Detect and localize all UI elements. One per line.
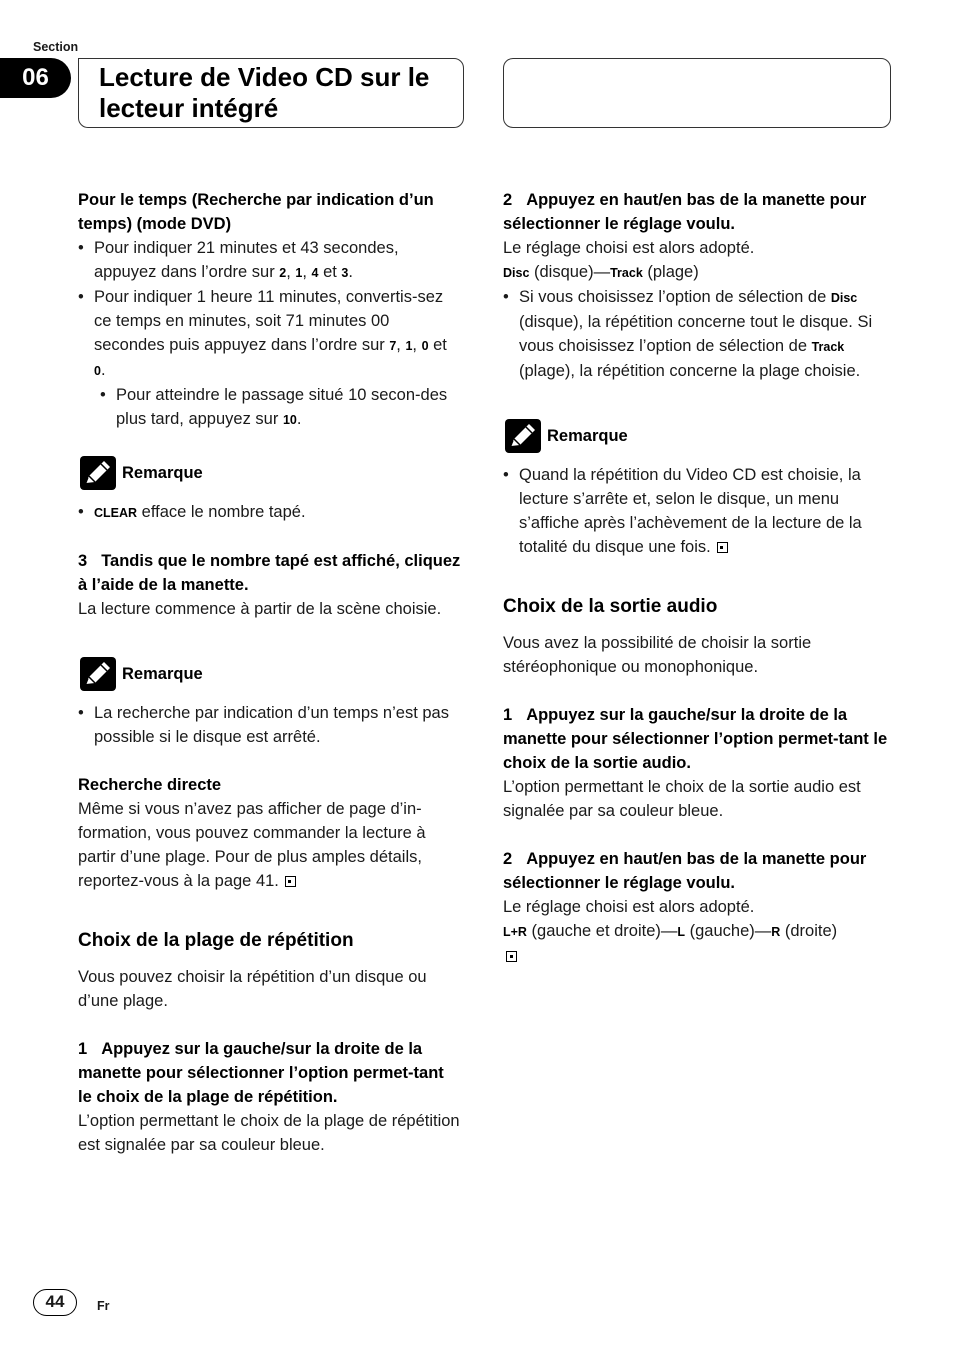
time-search-heading: Pour le temps (Recherche par indication d’un temps) (mode DVD) bbox=[78, 191, 434, 233]
step-title: 1 Appuyez sur la gauche/sur la droite de la manette pour sélectionner l’option permet-tant le choix de la plage de répétition. bbox=[78, 1040, 444, 1106]
step-text: Le réglage choisi est alors adopté. bbox=[503, 239, 755, 257]
list-item: • CLEAR efface le nombre tapé. bbox=[78, 500, 462, 525]
direct-search-heading: Recherche directe bbox=[78, 776, 222, 794]
note-label: Remarque bbox=[122, 665, 203, 683]
list-item: • Quand la répétition du Video CD est choisie, la lecture s’arrête et, selon le disque, un menu s’affiche après l’achèvement de la lecture de la totalité du disque une fois. bbox=[503, 463, 891, 559]
note-header bbox=[78, 657, 462, 691]
list-item: • Pour indiquer 1 heure 11 minutes, convertis-sez ce temps en minutes, soit 71 minutes 00 secondes puis appuyez dans l’ordre sur 7, 1, 0 et 0. bbox=[78, 285, 462, 383]
section-heading: Choix de la plage de répétition bbox=[78, 930, 354, 951]
option-sequence: Disc (disque)—Track (plage) bbox=[503, 263, 699, 281]
paragraph: Vous pouvez choisir la répétition d’un disque ou d’une plage. bbox=[78, 968, 427, 1010]
note-pencil-icon bbox=[80, 657, 116, 691]
step-text: L’option permettant le choix de la plage de répétition est signalée par sa couleur bleue. bbox=[78, 1112, 460, 1154]
list-item: • Pour indiquer 21 minutes et 43 secondes, appuyez dans l’ordre sur 2, 1, 4 et 3. bbox=[78, 236, 462, 285]
left-column bbox=[78, 188, 462, 1157]
step-title: 2 Appuyez en haut/en bas de la manette pour sélectionner le réglage voulu. bbox=[503, 191, 867, 233]
page-title: Lecture de Video CD sur le lecteur intégré bbox=[99, 62, 430, 123]
right-column bbox=[503, 188, 891, 968]
language-code: Fr bbox=[97, 1299, 110, 1313]
list-item: • Si vous choisissez l’option de sélection de Disc (disque), la répétition concerne tout le disque. Si vous choisissez l’option de sélection de Track (plage), la répétition concerne la plage choisie. bbox=[503, 285, 891, 383]
end-mark-icon bbox=[717, 542, 728, 553]
note-header bbox=[503, 419, 891, 453]
end-mark-icon bbox=[506, 951, 517, 962]
step-text: La lecture commence à partir de la scène choisie. bbox=[78, 600, 442, 618]
blank-header-box bbox=[503, 58, 891, 128]
section-number-tab: 06 bbox=[0, 58, 71, 98]
paragraph: Même si vous n’avez pas afficher de page d’in-formation, vous pouvez commander la lecture à partir d’une plage. Pour de plus amples détails, reportez-vous à la page 41. bbox=[78, 800, 426, 890]
section-heading: Choix de la sortie audio bbox=[503, 596, 718, 617]
step-text: L’option permettant le choix de la sortie audio est signalée par sa couleur bleue. bbox=[503, 778, 861, 820]
list-item: • La recherche par indication d’un temps n’est pas possible si le disque est arrêté. bbox=[78, 701, 462, 749]
paragraph: Vous avez la possibilité de choisir la sortie stéréophonique ou monophonique. bbox=[503, 634, 812, 676]
step-text: Le réglage choisi est alors adopté. bbox=[503, 898, 755, 916]
option-sequence: L+R (gauche et droite)—L (gauche)—R (droite) bbox=[503, 919, 891, 968]
step-title: 1 Appuyez sur la gauche/sur la droite de la manette pour sélectionner l’option permet-tant le choix de la sortie audio. bbox=[503, 706, 888, 772]
note-pencil-icon bbox=[80, 456, 116, 490]
step-title: 3 Tandis que le nombre tapé est affiché, cliquez à l’aide de la manette. bbox=[78, 552, 461, 594]
list-item: • Pour atteindre le passage situé 10 secon-des plus tard, appuyez sur 10. bbox=[78, 383, 462, 432]
note-label: Remarque bbox=[547, 427, 628, 445]
page-number: 44 bbox=[33, 1289, 77, 1316]
title-box bbox=[78, 58, 464, 128]
step-title: 2 Appuyez en haut/en bas de la manette pour sélectionner le réglage voulu. bbox=[503, 850, 867, 892]
note-header bbox=[78, 456, 462, 490]
note-pencil-icon bbox=[505, 419, 541, 453]
end-mark-icon bbox=[285, 876, 296, 887]
note-label: Remarque bbox=[122, 464, 203, 482]
section-label: Section bbox=[33, 40, 79, 54]
